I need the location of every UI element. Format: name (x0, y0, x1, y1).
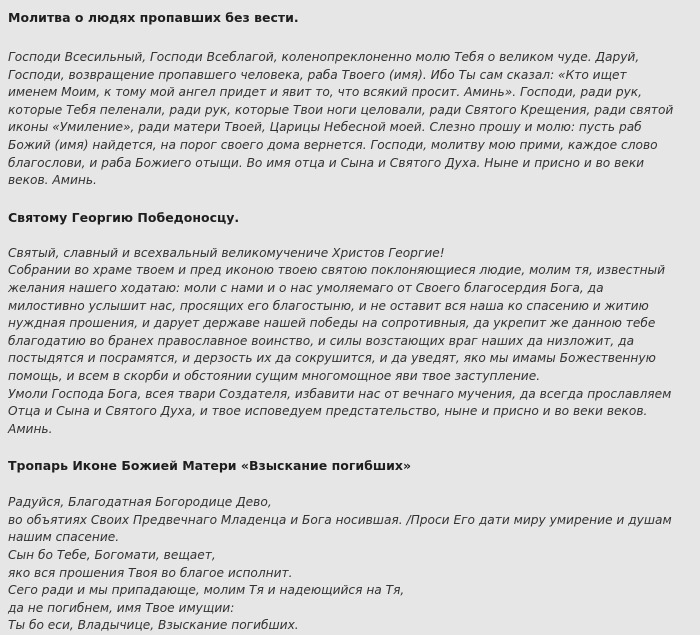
section-title-st-george: Святому Георгию Победоносцу. (8, 209, 240, 225)
text-line: яко вся прошения Твоя во благое исполнит. (8, 565, 293, 580)
text-line: Сын бо Тебе, Богомати, вещает, (8, 548, 216, 563)
section-body-troparion (8, 494, 694, 635)
text-line: Господи, возвращение пропавшего человека, раба Твоего (имя). Ибо Ты сам сказал: «Кто ищет (8, 67, 627, 82)
text-line: веков. Аминь. (8, 173, 97, 188)
text-line: Собрании во храме твоем и пред иконою твоею святою поклоняющиеся людие, молим тя, известный (8, 263, 666, 278)
text-line: Умоли Господа Бога, всея твари Создателя, избавити нас от вечнаго мучения, да всегда прославляем (8, 386, 672, 401)
section-title-missing-people-prayer: Молитва о людях пропавших без вести. (8, 10, 299, 25)
section-title-troparion: Тропарь Иконе Божией Матери «Взыскание погибших» (8, 458, 412, 474)
text-line: нашим спасение. (8, 530, 120, 545)
text-line: Ты бо еси, Владычице, Взыскание погибших. (8, 618, 299, 633)
text-line: помощь, и всем в скорби и обстоянии сущим многомощное яви твое заступление. (8, 368, 541, 383)
section-body-missing-people-prayer (8, 49, 694, 190)
text-line: нуждная прошения, и дарует державе нашей победы на сопротивныя, да укрепит же данною тебе (8, 316, 656, 331)
text-line: Божий (имя) найдется, на порог своего дома вернется. Господи, молитву мою прими, каждое слово (8, 137, 658, 152)
text-line: именем Моим, к тому мой ангел придет и явит то, что всякий просит. Аминь». Господи, ради рук, (8, 85, 643, 100)
text-line: иконы «Умиление», ради матери Твоей, Царицы Небесной моей. Слезно прошу и молю: пусть раб (8, 120, 642, 135)
text-line: постыдятся и посрамятся, и дерзость их да сокрушится, и да уведят, яко мы имамы Божественную (8, 351, 656, 366)
text-line: во объятиях Своих Предвечнаго Младенца и Бога носившая. /Проси Его дати миру умирение и душам (8, 512, 672, 527)
text-line: желания нашего ходатаю: моли с нами и о нас умоляемаго от Своего благосердия Бога, да (8, 280, 604, 295)
text-line: Господи Всесильный, Господи Всеблагой, коленопреклоненно молю Тебя о великом чуде. Даруй, (8, 50, 640, 64)
text-line: которые Тебя пеленали, ради рук, которые Твои ноги целовали, ради Святого Крещения, ради святой (8, 102, 674, 117)
text-line: Святый, славный и всехвальный великомучениче Христов Георгие! (8, 245, 445, 260)
text-line: Аминь. (8, 421, 53, 436)
text-line: благодатию во бранех православное воинство, и силы возстающих враг наших да низложит, да (8, 333, 635, 348)
text-line: милостивно услышит нас, просящих его благостыню, и не оставит вся наша ко спасению и житию (8, 298, 649, 313)
text-line: благослови, и раба Божиего отыщи. Во имя отца и Сына и Святого Духа. Ныне и присно и во веки (8, 155, 645, 170)
text-line: Радуйся, Благодатная Богородице Дево, (8, 495, 272, 510)
text-line: да не погибнем, имя Твое имущии: (8, 600, 235, 615)
text-line: Отца и Сына и Святого Духа, и твое исповедуем предстательство, ныне и присно и во веки веков. (8, 404, 648, 419)
section-body-st-george (8, 245, 694, 439)
text-line: Сего ради и мы припадающе, молим Тя и надеющийся на Тя, (8, 583, 405, 598)
